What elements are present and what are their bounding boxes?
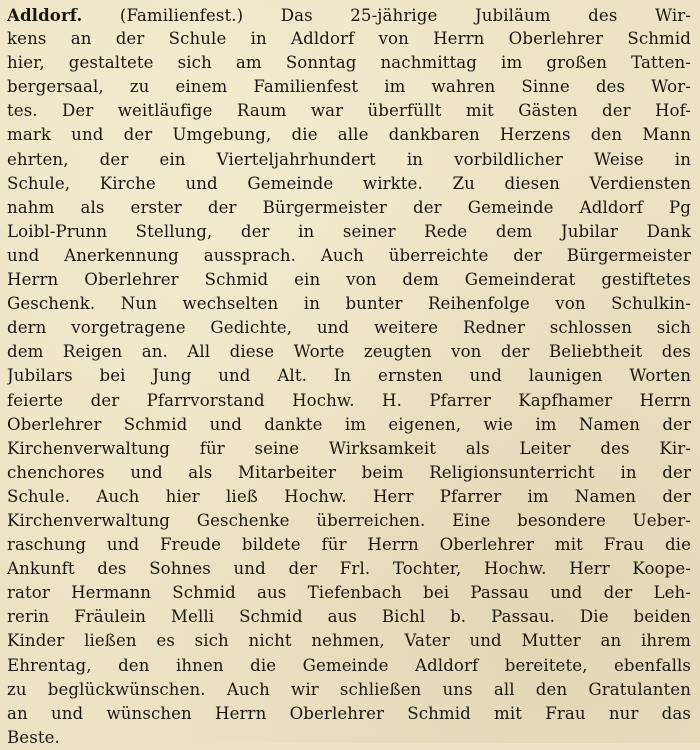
article-line (7, 3, 691, 27)
article-line: dern vorgetragene Gedichte, und weitere Redner schlossen sich (7, 318, 691, 338)
article-line: Kirchenverwaltung Geschenke überreichen. Eine besondere Ueber- (7, 510, 691, 530)
article-line: Jubilars bei Jung und Alt. In ernsten und launigen Worten (7, 366, 691, 386)
article-line: rator Hermann Schmid aus Tiefenbach bei Passau und der Leh- (7, 583, 691, 603)
article-line: Herrn Oberlehrer Schmid ein von dem Gemeinderat gestiftetes (7, 270, 691, 290)
article-line: nahm als erster der Bürgermeister der Gemeinde Adldorf Pg (7, 197, 691, 217)
article-line: Kirchenverwaltung für seine Wirksamkeit als Leiter des Kir- (7, 438, 691, 458)
article-line: mark und der Umgebung, die alle dankbaren Herzens den Mann (7, 125, 691, 145)
article-line: Beste. (7, 727, 60, 747)
article-line: rerin Fräulein Melli Schmid aus Bichl b. Passau. Die beiden (7, 607, 691, 627)
article-line: ehrten, der ein Vierteljahrhundert in vorbildlicher Weise in (7, 149, 691, 169)
article-headword: Adldorf. (7, 5, 83, 25)
article-line: Ankunft des Sohnes und der Frl. Tochter, Hochw. Herr Koope- (7, 559, 691, 579)
article-line: hier, gestaltete sich am Sonntag nachmittag im großen Tatten- (7, 53, 691, 73)
article-text (7, 3, 691, 750)
article-line: und Anerkennung aussprach. Auch überreichte der Bürgermeister (7, 245, 691, 265)
article-line: Oberlehrer Schmid und dankte im eigenen, wie im Namen der (7, 414, 691, 434)
article-line: feierte der Pfarrvorstand Hochw. H. Pfarrer Kapfhamer Herrn (7, 390, 691, 410)
article-line: Kinder ließen es sich nicht nehmen, Vater und Mutter an ihrem (7, 631, 691, 651)
article-line: zu beglückwünschen. Auch wir schließen uns all den Gratulanten (7, 679, 691, 699)
article-line: bergersaal, zu einem Familienfest im wahren Sinne des Wor- (7, 77, 691, 97)
article-line: Schule, Kirche und Gemeinde wirkte. Zu diesen Verdiensten (7, 173, 691, 193)
article-line: raschung und Freude bildete für Herrn Oberlehrer mit Frau die (7, 535, 691, 555)
article-line: Schule. Auch hier ließ Hochw. Herr Pfarrer im Namen der (7, 486, 691, 506)
article-line: Ehrentag, den ihnen die Gemeinde Adldorf bereitete, ebenfalls (7, 655, 691, 675)
article-line: kens an der Schule in Adldorf von Herrn Oberlehrer Schmid (7, 29, 691, 49)
article-line: Loibl-Prunn Stellung, der in seiner Rede dem Jubilar Dank (7, 221, 691, 241)
article-line: chenchores und als Mitarbeiter beim Religionsunterricht in der (7, 462, 691, 482)
article-line-text: (Familienfest.) Das 25-jährige Jubiläum des Wir- (82, 6, 691, 25)
article-line: Geschenk. Nun wechselten in bunter Reihenfolge von Schulkin- (7, 294, 691, 314)
article-line: tes. Der weitläufige Raum war überfüllt mit Gästen der Hof- (7, 101, 691, 121)
article-line: an und wünschen Herrn Oberlehrer Schmid mit Frau nur das (7, 703, 691, 723)
article-line: dem Reigen an. All diese Worte zeugten von der Beliebtheit des (7, 342, 691, 362)
